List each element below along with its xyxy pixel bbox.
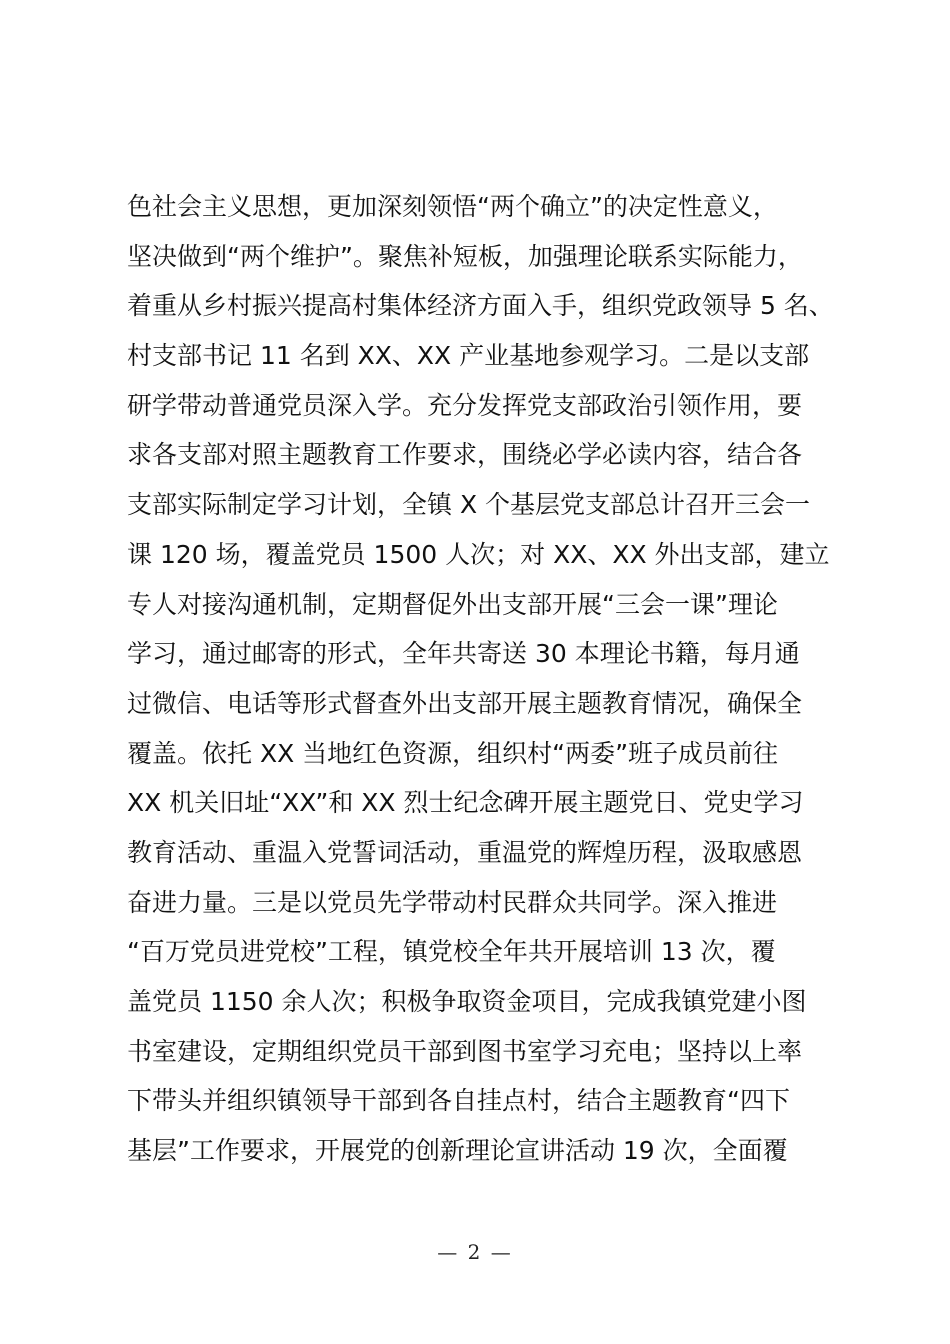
text-line: 坚决做到“两个维护”。聚焦补短板，加强理论联系实际能力， [127, 241, 803, 271]
text-line: 基层”工作要求，开展党的创新理论宣讲活动 19 次，全面覆 [127, 1136, 788, 1166]
text-line: 专人对接沟通机制，定期督促外出支部开展“三会一课”理论 [127, 589, 778, 619]
text-line: 书室建设，定期组织党员干部到图书室学习充电；坚持以上率 [127, 1036, 803, 1066]
text-line: XX 机关旧址“XX”和 XX 烈士纪念碑开展主题党日、党史学习 [127, 788, 804, 818]
text-line: 着重从乡村振兴提高村集体经济方面入手，组织党政领导 5 名、 [127, 291, 834, 321]
text-line: 课 120 场，覆盖党员 1500 人次；对 XX、XX 外出支部，建立 [127, 539, 830, 569]
text-line: 奋进力量。三是以党员先学带动村民群众共同学。深入推进 [127, 887, 778, 917]
text-line: 求各支部对照主题教育工作要求，围绕必学必读内容，结合各 [127, 440, 803, 470]
body-paragraph [127, 182, 867, 1176]
text-line: 村支部书记 11 名到 XX、XX 产业基地参观学习。二是以支部 [127, 341, 810, 371]
page-number: — 2 — [437, 1240, 513, 1264]
text-line: 色社会主义思想，更加深刻领悟“两个确立”的决定性意义， [127, 192, 778, 221]
text-line: 下带头并组织镇领导干部到各自挂点村，结合主题教育“四下 [127, 1086, 790, 1116]
text-line: 教育活动、重温入党誓词活动，重温党的辉煌历程，汲取感恩 [127, 837, 803, 867]
text-line: “百万党员进党校”工程，镇党校全年共开展培训 13 次，覆 [127, 937, 776, 967]
text-line: 学习，通过邮寄的形式，全年共寄送 30 本理论书籍，每月通 [127, 639, 800, 669]
text-line: 研学带动普通党员深入学。充分发挥党支部政治引领作用，要 [127, 390, 803, 420]
text-line: 过微信、电话等形式督查外出支部开展主题教育情况，确保全 [127, 688, 803, 718]
text-line: 支部实际制定学习计划，全镇 X 个基层党支部总计召开三会一 [127, 490, 811, 520]
text-line: 覆盖。依托 XX 当地红色资源，组织村“两委”班子成员前往 [127, 738, 779, 768]
text-line: 盖党员 1150 余人次；积极争取资金项目，完成我镇党建小图 [127, 987, 807, 1016]
